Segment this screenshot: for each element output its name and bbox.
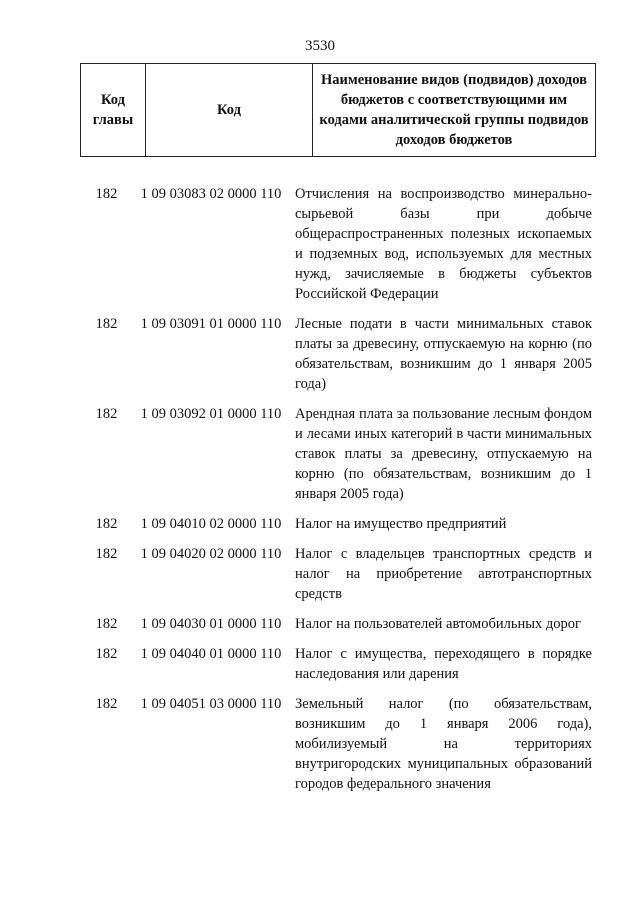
code-cell: 1 09 04010 02 0000 110 [140,516,282,532]
name-cell: Отчисления на воспроизводство минерально-сырьевой базы при добыче общераспространенных полезных ископаемых и подземных вод, используемых для местных нужд, зачисляемые в бюджеты субъектов Российской Федерации [295,186,592,302]
table-row [80,694,596,794]
table-row [80,404,596,504]
header-name: Наименование видов (подвидов) доходов бюджетов с соответствующими им кодами аналитической группы подвидов доходов бюджетов [313,64,596,157]
table-row [80,314,596,394]
table-row [80,644,596,684]
header-chapter-code: Код главы [81,64,146,157]
table-header [80,63,596,157]
name-cell: Налог с имущества, переходящего в порядке наследования или дарения [295,646,592,682]
table-row [80,544,596,604]
table-row [80,614,596,634]
chapter-code-cell: 182 [95,646,118,662]
name-cell: Лесные подати в части минимальных ставок платы за древесину, отпускаемую на корню (по обязательствам, возникшим до 1 января 2005 года) [295,316,592,392]
code-cell: 1 09 03092 01 0000 110 [140,406,282,422]
name-cell: Налог с владельцев транспортных средств и налог на приобретение автотранспортных средств [295,546,592,602]
code-cell: 1 09 04051 03 0000 110 [140,696,282,712]
header-code: Код [146,64,313,157]
code-cell: 1 09 04020 02 0000 110 [140,546,282,562]
chapter-code-cell: 182 [95,546,118,562]
table-body [80,184,596,804]
name-cell: Арендная плата за пользование лесным фондом и лесами иных категорий в части минимальных ставок платы за древесину, отпускаемую на корню (по обязательствам, возникшим до 1 января 2005 года) [295,406,592,502]
table-row [80,184,596,304]
code-cell: 1 09 04040 01 0000 110 [140,646,282,662]
chapter-code-cell: 182 [95,516,118,532]
chapter-code-cell: 182 [95,406,118,422]
chapter-code-cell: 182 [95,186,118,202]
table-row [80,514,596,534]
name-cell: Налог на пользователей автомобильных дорог [295,616,581,632]
chapter-code-cell: 182 [95,316,118,332]
code-cell: 1 09 03083 02 0000 110 [140,186,282,202]
chapter-code-cell: 182 [95,616,118,632]
chapter-code-cell: 182 [95,696,118,712]
code-cell: 1 09 03091 01 0000 110 [140,316,282,332]
code-cell: 1 09 04030 01 0000 110 [140,616,282,632]
page-number: 3530 [305,38,335,54]
name-cell: Налог на имущество предприятий [295,516,507,532]
name-cell: Земельный налог (по обязательствам, возникшим до 1 января 2006 года), мобилизуемый на территориях внутригородских муниципальных образований городов федерального значения [295,696,592,792]
